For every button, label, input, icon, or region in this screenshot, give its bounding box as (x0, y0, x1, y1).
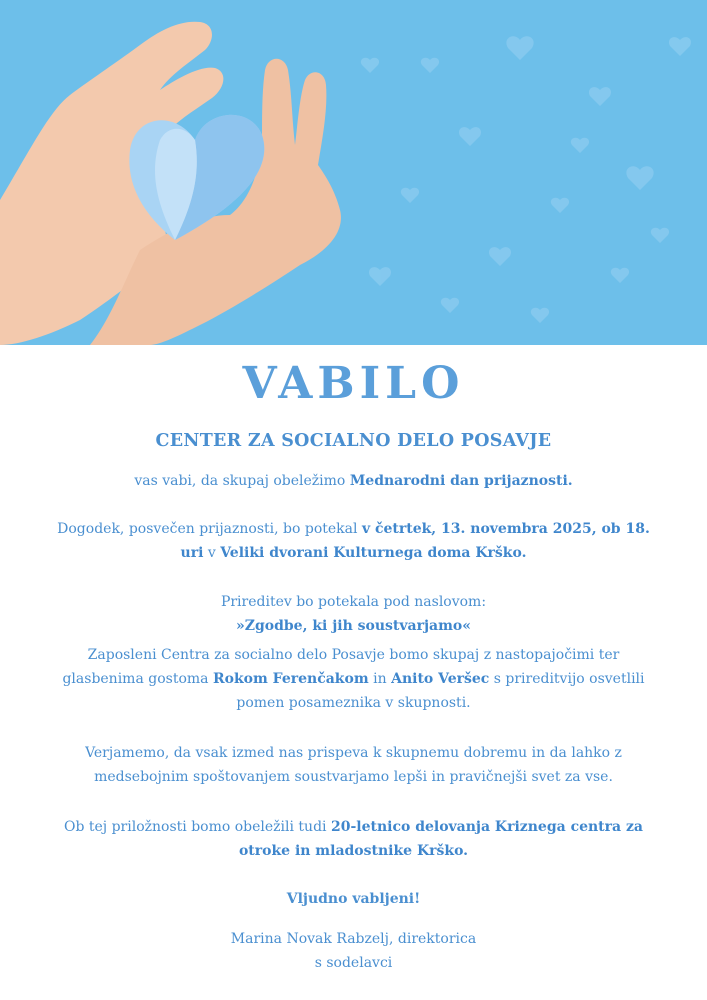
signature: Marina Novak Rabzelj, direktorica s sodelavci (230, 931, 477, 971)
anniversary-paragraph: Ob tej priložnosti bomo obeležili tudi 20-letnico delovanja Kriznega centra za otroke in mladostnike Krško. (64, 819, 643, 859)
hands-heart-illustration (0, 0, 707, 345)
program-paragraph: Prireditev bo potekala pod naslovom: »Zgodbe, ki jih soustvarjamo« (220, 594, 487, 634)
event-paragraph: Dogodek, posvečen prijaznosti, bo potekal v četrtek, 13. novembra 2025, ob 18. uri v Veliki dvorani Kulturnega doma Krško. (57, 521, 650, 561)
background-hearts-icon (361, 36, 691, 323)
organization-name: CENTER ZA SOCIALNO DELO POSAVJE (155, 431, 552, 451)
closing-line: Vljudno vabljeni! (286, 891, 421, 907)
belief-paragraph: Verjamemo, da vsak izmed nas prispeva k skupnemu dobremu in da lahko z medsebojnim spoštovanjem soustvarjamo lepši in pravičnejši svet za vse. (85, 745, 622, 785)
page-title: VABILO (242, 358, 465, 409)
performers-paragraph: Zaposleni Centra za socialno delo Posavje bomo skupaj z nastopajočimi ter glasbenima gostoma Rokom Ferenčakom in Anito Veršec s prireditvijo osvetlili pomen posameznika v skupnosti. (62, 647, 645, 711)
hero-image (0, 0, 707, 345)
invitation-body (0, 345, 707, 1000)
intro-paragraph: vas vabi, da skupaj obeležimo Mednarodni dan prijaznosti. (134, 473, 573, 489)
